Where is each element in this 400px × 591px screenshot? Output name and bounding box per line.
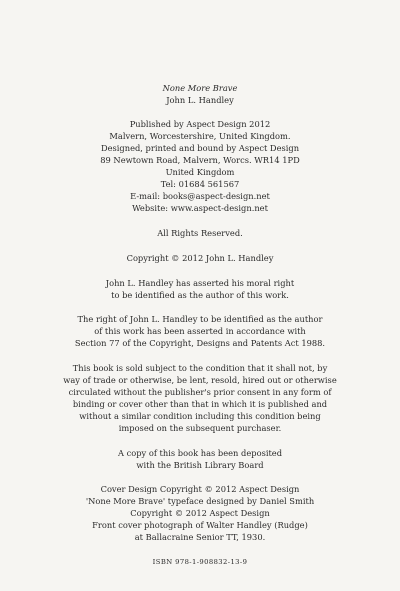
deposit-line: with the British Library Board [136,460,264,470]
moral-right-line: to be identified as the author of this work. [111,290,289,300]
identification-line: of this work has been asserted in accordance with [94,326,306,336]
publisher-phone: Tel: 01684 561567 [160,179,240,189]
publisher-line: Designed, printed and bound by Aspect Design [100,143,300,153]
credits-line: 'None More Brave' typeface designed by Daniel Smith [85,496,315,506]
publisher-website: Website: www.aspect-design.net [132,203,268,213]
publisher-email: E-mail: books@aspect-design.net [130,191,270,201]
deposit-line: A copy of this book has been deposited [117,448,283,458]
condition-line: circulated without the publisher's prior consent in any form of [68,387,332,397]
credits-line: Copyright © 2012 Aspect Design [130,508,270,518]
moral-right-line: John L. Handley has asserted his moral right [105,278,295,288]
credits-line: Cover Design Copyright © 2012 Aspect Design [100,484,300,494]
condition-line: imposed on the subsequent purchaser. [118,423,282,433]
condition-line: without a similar condition including this condition being [79,411,321,421]
credits-line: at Ballacraine Senior TT, 1930. [134,532,266,542]
author-name: John L. Handley [166,95,234,105]
publisher-line: United Kingdom [165,167,235,177]
publisher-line: Malvern, Worcestershire, United Kingdom. [109,131,291,141]
credits-line: Front cover photograph of Walter Handley (Rudge) [92,520,308,530]
identification-line: The right of John L. Handley to be identified as the author [77,314,323,324]
condition-line: This book is sold subject to the condition that it shall not, by [72,363,328,373]
copyright-statement: Copyright © 2012 John L. Handley [126,253,274,263]
isbn: ISBN 978-1-908832-13-9 [152,558,248,566]
condition-line: binding or cover other than that in which it is published and [72,399,328,409]
publisher-line: Published by Aspect Design 2012 [129,119,271,129]
condition-line: way of trade or otherwise, be lent, resold, hired out or otherwise [63,375,337,385]
identification-line: Section 77 of the Copyright, Designs and Patents Act 1988. [74,338,326,348]
rights-statement: All Rights Reserved. [157,228,243,238]
address-street: 89 Newtown Road, Malvern, Worcs. WR14 1PD [100,155,300,165]
publisher-address [0,156,400,164]
book-title: None More Brave [162,83,238,93]
